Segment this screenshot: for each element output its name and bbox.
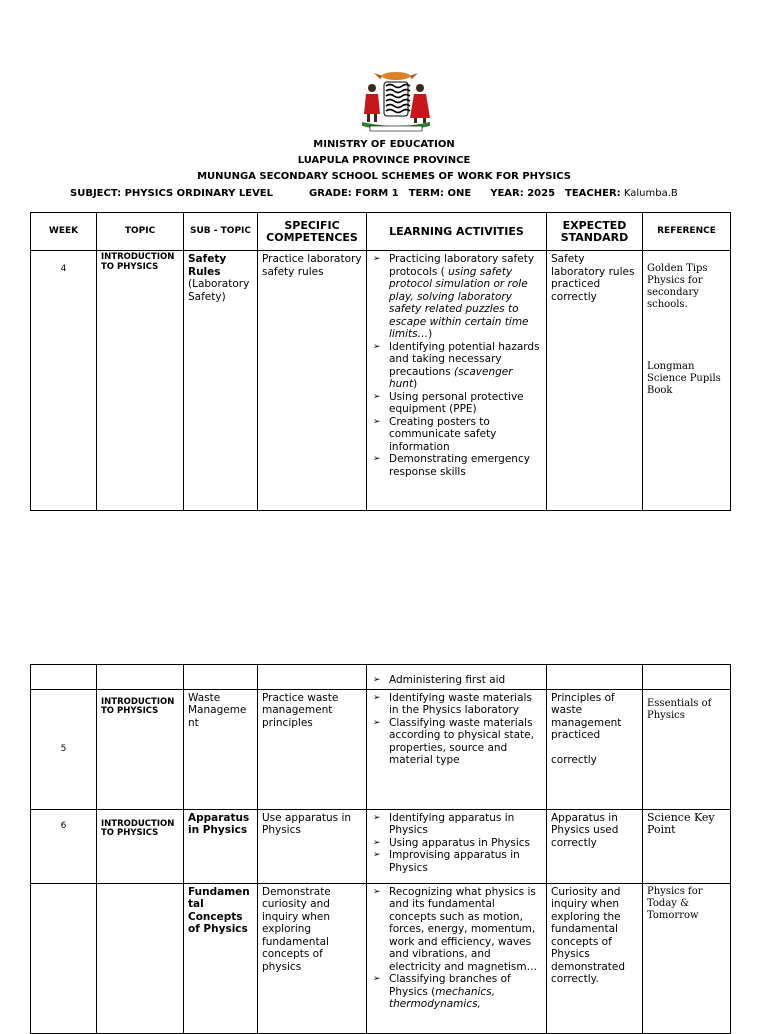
- standard-cell: Curiosity and inquiry when exploring the fundamental concepts of Physics demonstrated correctly.: [547, 883, 643, 1033]
- list-item: ➢ Practicing laboratory safety protocols ( using safety protocol simulation or role play, solving laboratory safety related puzzles to escape within certain time limits…): [371, 253, 542, 341]
- list-item: ➢ Using personal protective equipment (PPE): [371, 391, 542, 416]
- activities-cell: [367, 665, 547, 690]
- list-item: ➢ Demonstrating emergency response skills: [371, 453, 542, 478]
- list-item: ➢ Classifying branches of Physics (mechanics, thermodynamics,: [371, 973, 542, 1011]
- reference-cell: Science Key Point: [643, 809, 731, 883]
- col-activities: LEARNING ACTIVITIES: [367, 213, 547, 251]
- competence-cell: Practice laboratory safety rules: [258, 251, 367, 511]
- school-title: MUNUNGA SECONDARY SCHOOL SCHEMES OF WORK FOR PHYSICS: [197, 171, 571, 182]
- list-item: ➢ Recognizing what physics is and its fundamental concepts such as motion, forces, energy, momentum, work and efficiency, waves and vibrations, and electricity and magnetism…: [371, 886, 542, 974]
- reference-1: Golden Tips Physics for secondary schools.: [647, 263, 708, 310]
- table-row: [31, 689, 731, 809]
- standard-cell: Principles of waste management practiced correctly: [547, 689, 643, 809]
- col-reference: REFERENCE: [643, 213, 731, 251]
- col-competences: SPECIFIC COMPETENCES: [258, 213, 367, 251]
- topic-cell: INTRODUCTION TO PHYSICS: [97, 251, 184, 511]
- table-row: [31, 665, 731, 690]
- topic-cell: INTRODUCTION TO PHYSICS: [97, 689, 184, 809]
- subtopic-cell: [184, 251, 258, 511]
- subtopic-cell: Apparatus in Physics: [184, 809, 258, 883]
- activities-cell: [367, 689, 547, 809]
- subtopic-cell: Fundamen tal Concepts of Physics: [184, 883, 258, 1033]
- scheme-table-page1: [30, 212, 731, 511]
- list-item: ➢ Identifying apparatus in Physics: [371, 812, 542, 837]
- competence-cell: Practice waste management principles: [258, 689, 367, 809]
- week-cell: 5: [31, 689, 97, 809]
- year-label: YEAR: 2025: [490, 188, 556, 199]
- list-item: ➢ Improvising apparatus in Physics: [371, 849, 542, 874]
- activities-cell: [367, 883, 547, 1033]
- subtopic-bold: Safety Rules: [188, 253, 227, 278]
- week-cell: 6: [31, 809, 97, 883]
- subtopic-cell: Waste Manageme nt: [184, 689, 258, 809]
- competence-cell: Demonstrate curiosity and inquiry when exploring fundamental concepts of physics: [258, 883, 367, 1033]
- activities-cell: [367, 809, 547, 883]
- col-topic: TOPIC: [97, 213, 184, 251]
- table-row: [31, 883, 731, 1033]
- subject-label: SUBJECT: PHYSICS ORDINARY LEVEL: [70, 188, 274, 199]
- week-cell: 4: [31, 251, 97, 511]
- province-title: LUAPULA PROVINCE PROVINCE: [297, 155, 471, 166]
- ministry-title: MINISTRY OF EDUCATION: [313, 139, 455, 150]
- reference-2: Longman Science Pupils Book: [647, 361, 721, 396]
- reference-cell: Physics for Today & Tomorrow: [643, 883, 731, 1033]
- reference-cell: Essentials of Physics: [643, 689, 731, 809]
- list-item: ➢ Administering first aid: [371, 674, 542, 687]
- reference-cell: [643, 251, 731, 511]
- list-item: ➢ Classifying waste materials according to physical state, properties, source and material type: [371, 717, 542, 767]
- term-label: TERM: ONE: [408, 188, 472, 199]
- scheme-table-page2: [30, 664, 731, 1034]
- list-item: ➢ Using apparatus in Physics: [371, 837, 542, 850]
- coat-of-arms-emblem: [350, 70, 442, 134]
- col-week: WEEK: [31, 213, 97, 251]
- table-row: [31, 809, 731, 883]
- teacher-label: TEACHER:: [565, 188, 621, 199]
- col-standard: EXPECTED STANDARD: [547, 213, 643, 251]
- topic-cell: INTRODUCTION TO PHYSICS: [97, 809, 184, 883]
- competence-cell: Use apparatus in Physics: [258, 809, 367, 883]
- list-item: ➢ Identifying potential hazards and taking necessary precautions (scavenger hunt): [371, 341, 542, 391]
- table-row: [31, 251, 731, 511]
- col-subtopic: SUB - TOPIC: [184, 213, 258, 251]
- standard-cell: Apparatus in Physics used correctly: [547, 809, 643, 883]
- list-item: ➢ Identifying waste materials in the Physics laboratory: [371, 692, 542, 717]
- standard-cell: Safety laboratory rules practiced correctly: [547, 251, 643, 511]
- teacher-name: Kalumba.B: [623, 188, 678, 199]
- table-header-row: [31, 213, 731, 251]
- subtopic-rest: (Laboratory Safety): [188, 278, 250, 303]
- subject-line: [70, 188, 678, 199]
- activities-cell: [367, 251, 547, 511]
- grade-label: GRADE: FORM 1: [309, 188, 399, 199]
- list-item: ➢ Creating posters to communicate safety information: [371, 416, 542, 454]
